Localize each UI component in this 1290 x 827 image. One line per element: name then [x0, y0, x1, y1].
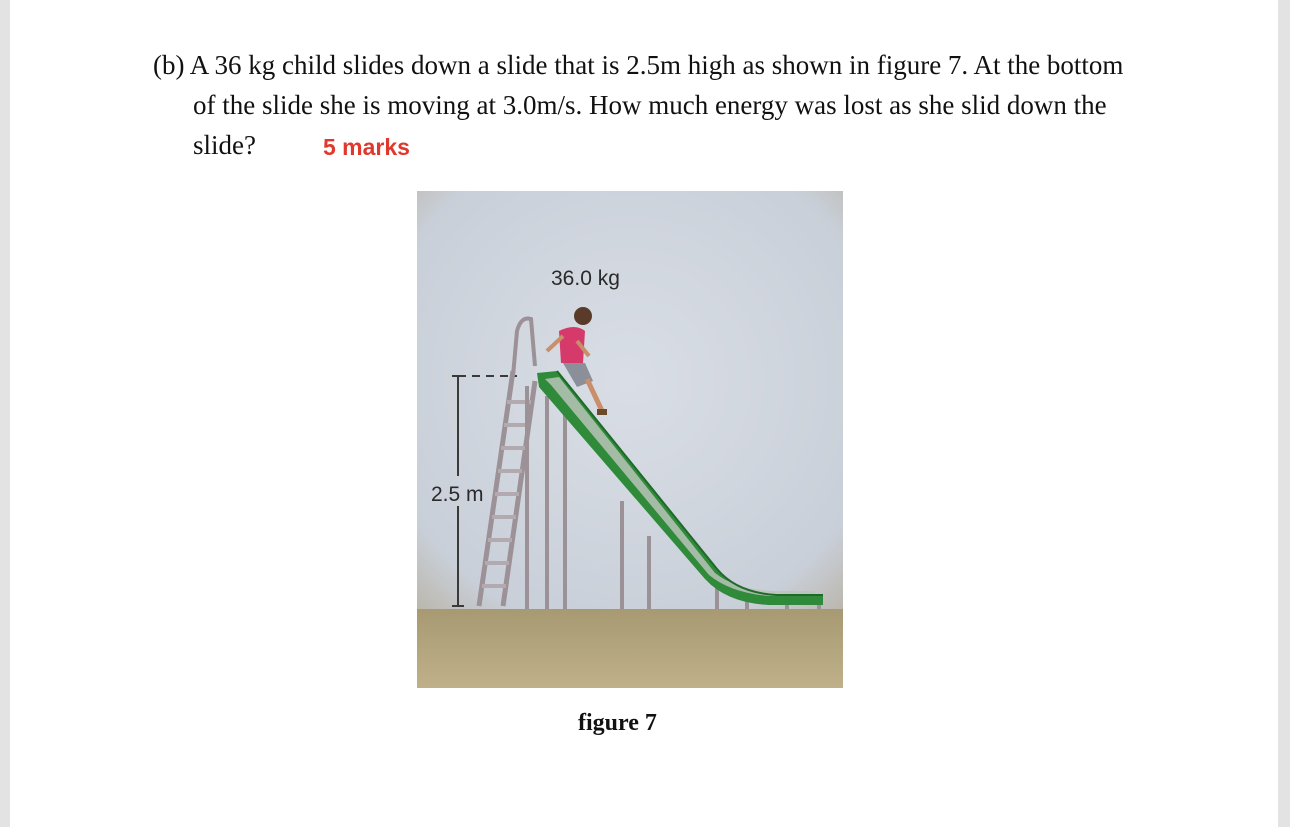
- mass-label: 36.0 kg: [551, 267, 620, 290]
- document-page: [10, 0, 1278, 827]
- question-line-1: (b) A 36 kg child slides down a slide that is 2.5m high as shown in figure 7. At the bottom: [153, 50, 1124, 80]
- ground: [417, 609, 843, 688]
- height-label: 2.5 m: [431, 483, 484, 506]
- question-line-2: of the slide she is moving at 3.0m/s. How much energy was lost as she slid down the: [193, 90, 1107, 120]
- question-line-3: slide?: [193, 130, 256, 160]
- sky-background: [417, 191, 843, 613]
- slide-figure-image: [417, 191, 843, 688]
- figure-caption: figure 7: [578, 710, 657, 736]
- marks-label: 5 marks: [323, 134, 410, 160]
